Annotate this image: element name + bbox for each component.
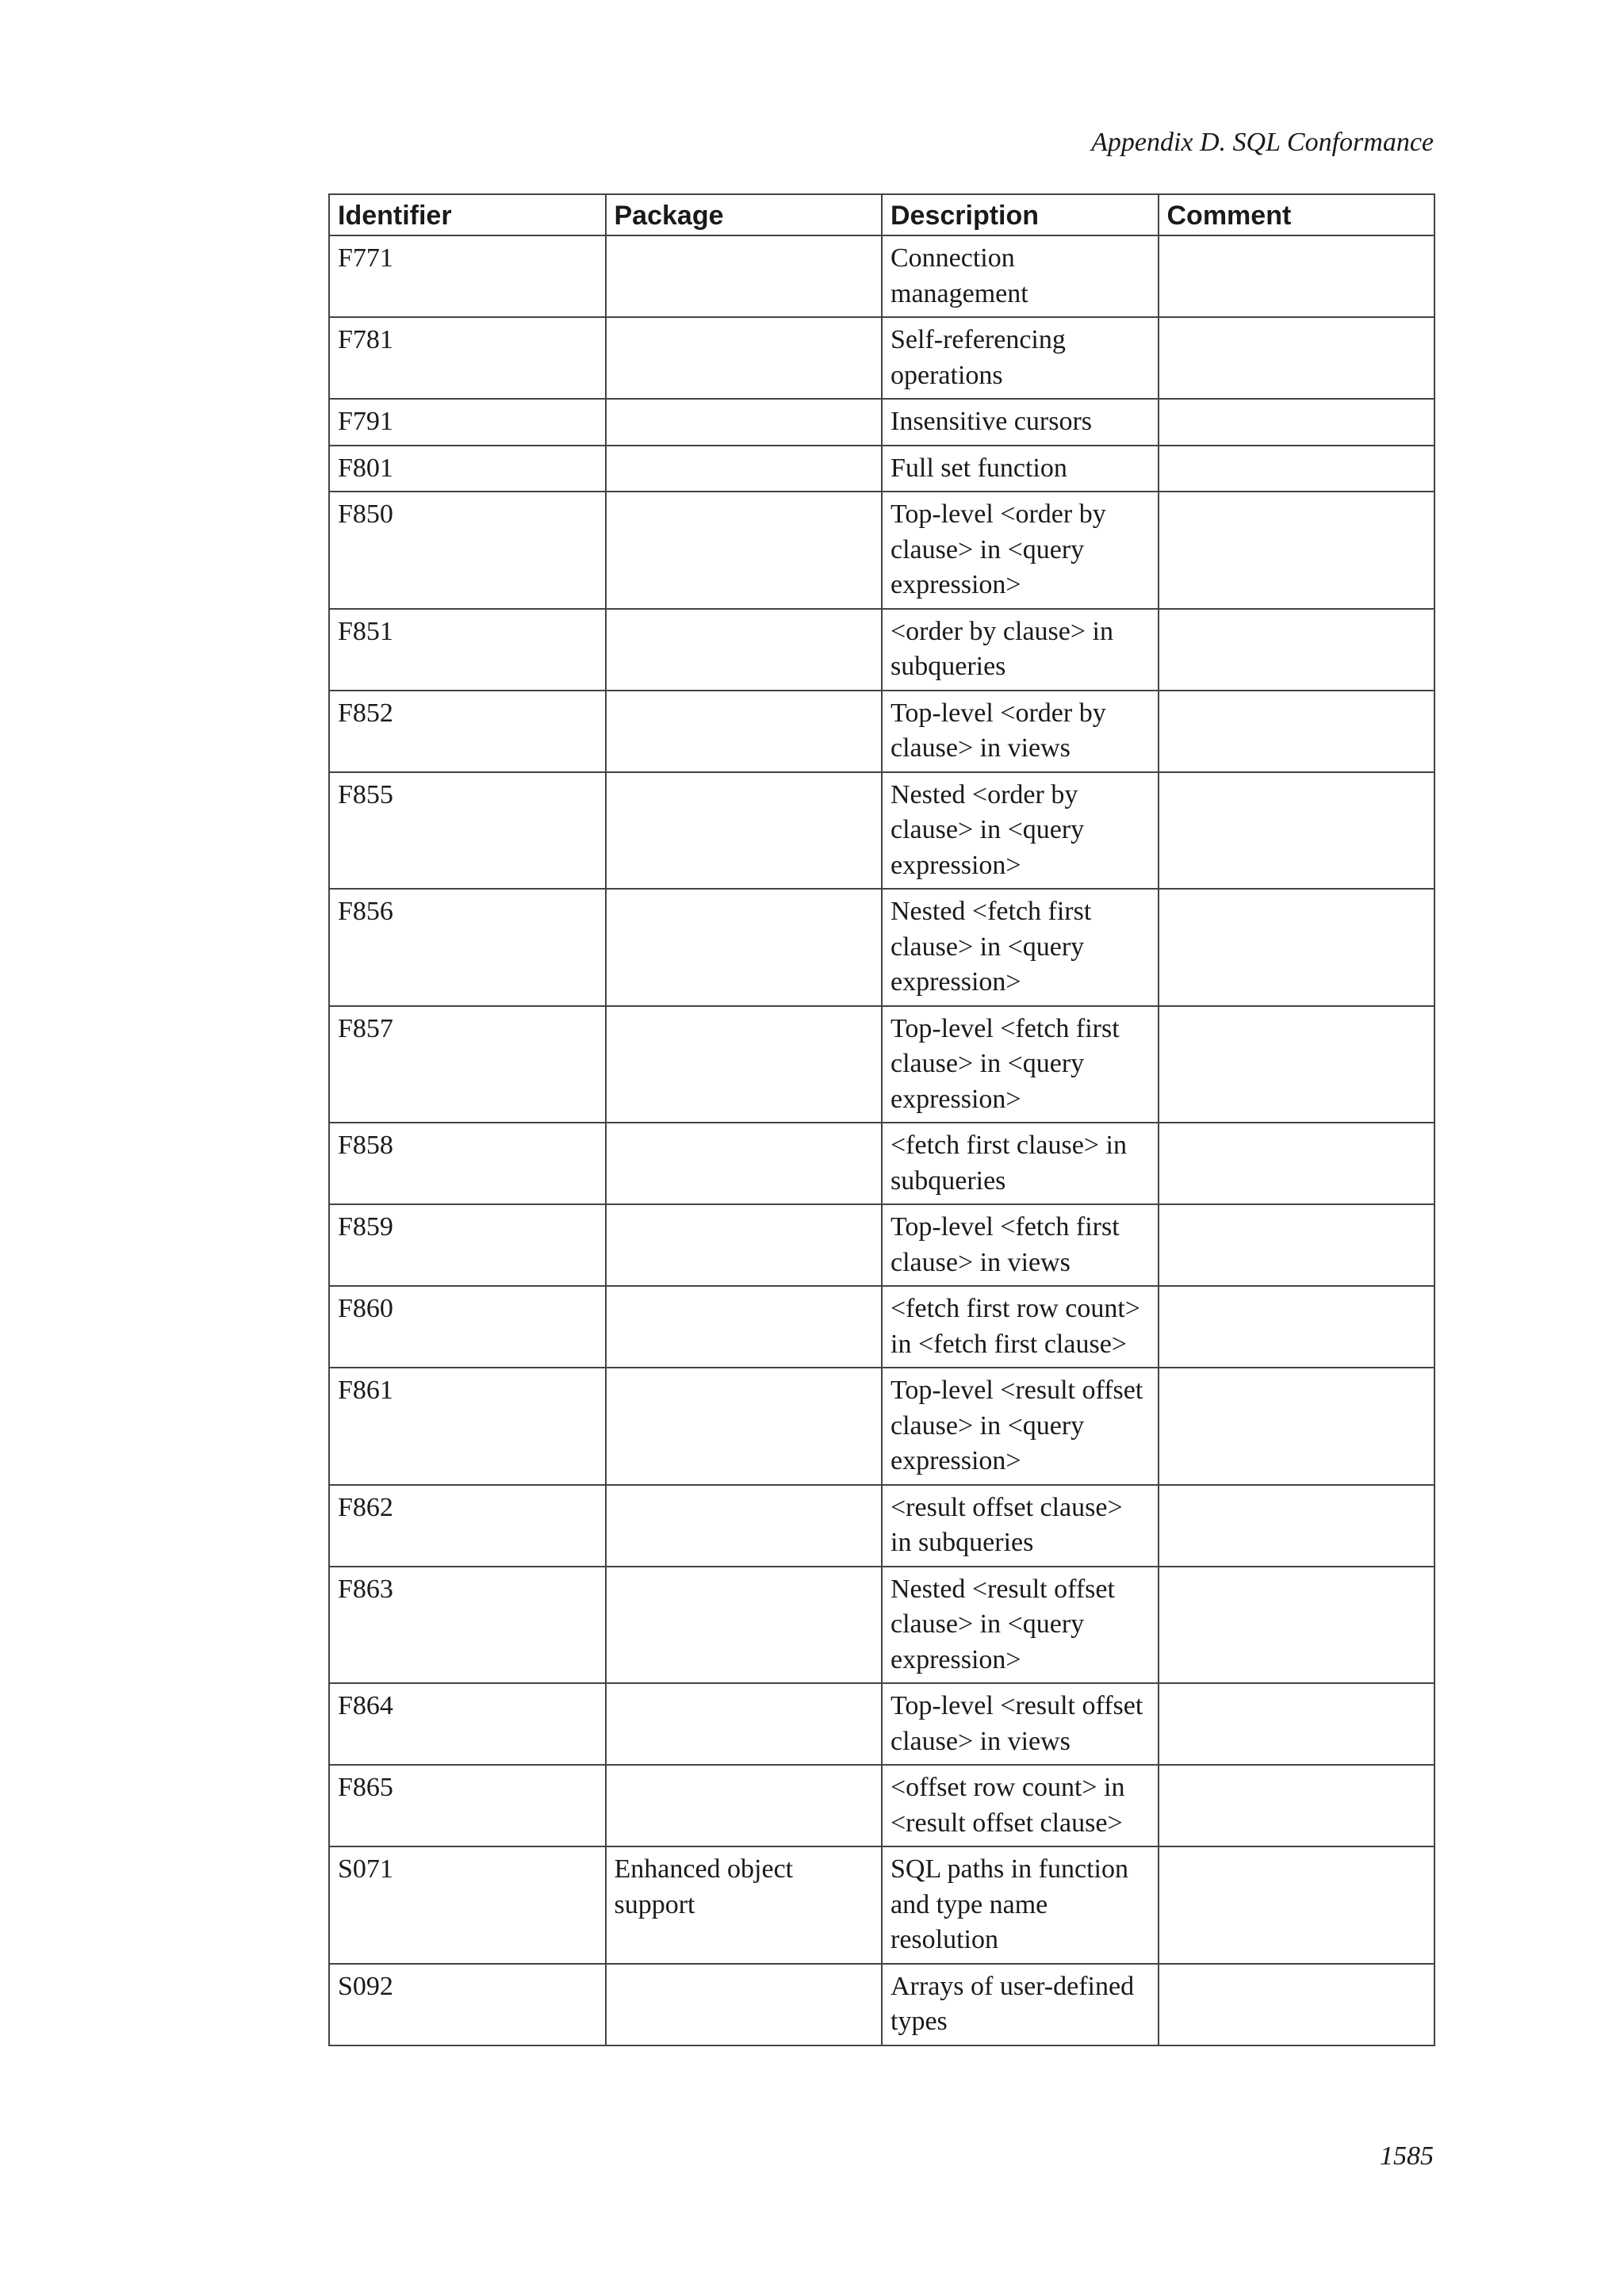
cell-identifier: F860 — [329, 1286, 606, 1368]
cell-identifier: S071 — [329, 1846, 606, 1964]
cell-identifier: F857 — [329, 1006, 606, 1123]
cell-identifier: F851 — [329, 609, 606, 691]
cell-identifier: F791 — [329, 399, 606, 446]
table-header-row — [329, 194, 1434, 235]
running-header: Appendix D. SQL Conformance — [1091, 128, 1434, 157]
cell-comment — [1159, 492, 1435, 609]
cell-comment — [1159, 399, 1435, 446]
cell-package: Enhanced object support — [606, 1846, 883, 1964]
cell-description: Self-referencing operations — [882, 317, 1159, 399]
table-row — [329, 772, 1434, 890]
cell-description: SQL paths in function and type name resolution — [882, 1846, 1159, 1964]
cell-package — [606, 235, 883, 317]
cell-comment — [1159, 1368, 1435, 1485]
table-row — [329, 889, 1434, 1006]
column-header-description: Description — [882, 194, 1159, 235]
cell-package — [606, 1368, 883, 1485]
table-row — [329, 1846, 1434, 1964]
cell-description: Nested <fetch first clause> in <query expression> — [882, 889, 1159, 1006]
cell-package — [606, 317, 883, 399]
cell-package — [606, 446, 883, 492]
cell-comment — [1159, 1286, 1435, 1368]
cell-comment — [1159, 609, 1435, 691]
cell-identifier: F855 — [329, 772, 606, 890]
cell-comment — [1159, 1204, 1435, 1286]
cell-description: Top-level <fetch first clause> in views — [882, 1204, 1159, 1286]
cell-package — [606, 1683, 883, 1765]
table-row — [329, 691, 1434, 772]
cell-package — [606, 609, 883, 691]
cell-identifier: S092 — [329, 1964, 606, 2045]
cell-comment — [1159, 1485, 1435, 1567]
cell-description: Top-level <order by clause> in views — [882, 691, 1159, 772]
cell-comment — [1159, 1006, 1435, 1123]
cell-package — [606, 1286, 883, 1368]
table-row — [329, 492, 1434, 609]
table-row — [329, 1683, 1434, 1765]
page-number: 1585 — [1380, 2141, 1434, 2171]
column-header-package: Package — [606, 194, 883, 235]
cell-description: <order by clause> in subqueries — [882, 609, 1159, 691]
cell-description: Nested <order by clause> in <query expression> — [882, 772, 1159, 890]
cell-description: Top-level <result offset clause> in views — [882, 1683, 1159, 1765]
cell-description: Arrays of user-defined types — [882, 1964, 1159, 2045]
cell-identifier: F862 — [329, 1485, 606, 1567]
table-row — [329, 317, 1434, 399]
cell-comment — [1159, 317, 1435, 399]
cell-package — [606, 1123, 883, 1204]
table-row — [329, 1485, 1434, 1567]
cell-package — [606, 691, 883, 772]
cell-identifier: F861 — [329, 1368, 606, 1485]
cell-package — [606, 1567, 883, 1684]
cell-comment — [1159, 235, 1435, 317]
table-row — [329, 399, 1434, 446]
cell-comment — [1159, 1683, 1435, 1765]
cell-description: Connection management — [882, 235, 1159, 317]
cell-description: Nested <result offset clause> in <query expression> — [882, 1567, 1159, 1684]
conformance-table-container — [328, 193, 1435, 2046]
cell-comment — [1159, 889, 1435, 1006]
table-row — [329, 1204, 1434, 1286]
cell-package — [606, 772, 883, 890]
table-row — [329, 1964, 1434, 2045]
table-row — [329, 446, 1434, 492]
cell-package — [606, 1964, 883, 2045]
cell-identifier: F852 — [329, 691, 606, 772]
cell-description: Full set function — [882, 446, 1159, 492]
cell-comment — [1159, 1765, 1435, 1846]
cell-comment — [1159, 772, 1435, 890]
table-row — [329, 235, 1434, 317]
table-row — [329, 1567, 1434, 1684]
cell-identifier: F771 — [329, 235, 606, 317]
table-row — [329, 1006, 1434, 1123]
cell-identifier: F801 — [329, 446, 606, 492]
cell-description: Top-level <result offset clause> in <query expression> — [882, 1368, 1159, 1485]
table-row — [329, 1765, 1434, 1846]
cell-identifier: F864 — [329, 1683, 606, 1765]
cell-comment — [1159, 691, 1435, 772]
cell-identifier: F865 — [329, 1765, 606, 1846]
cell-description: <offset row count> in <result offset clause> — [882, 1765, 1159, 1846]
cell-comment — [1159, 1846, 1435, 1964]
table-row — [329, 1123, 1434, 1204]
cell-package — [606, 1485, 883, 1567]
cell-description: <fetch first clause> in subqueries — [882, 1123, 1159, 1204]
table-row — [329, 609, 1434, 691]
cell-description: Insensitive cursors — [882, 399, 1159, 446]
cell-identifier: F781 — [329, 317, 606, 399]
cell-description: <result offset clause> in subqueries — [882, 1485, 1159, 1567]
cell-package — [606, 889, 883, 1006]
cell-description: <fetch first row count> in <fetch first clause> — [882, 1286, 1159, 1368]
cell-package — [606, 492, 883, 609]
sql-conformance-table — [328, 193, 1435, 2046]
cell-identifier: F858 — [329, 1123, 606, 1204]
cell-comment — [1159, 1123, 1435, 1204]
cell-package — [606, 1006, 883, 1123]
cell-identifier: F856 — [329, 889, 606, 1006]
table-row — [329, 1368, 1434, 1485]
cell-comment — [1159, 446, 1435, 492]
cell-package — [606, 1204, 883, 1286]
cell-package — [606, 1765, 883, 1846]
cell-description: Top-level <fetch first clause> in <query expression> — [882, 1006, 1159, 1123]
table-row — [329, 1286, 1434, 1368]
table-body — [329, 235, 1434, 2045]
column-header-comment: Comment — [1159, 194, 1435, 235]
column-header-identifier: Identifier — [329, 194, 606, 235]
cell-identifier: F863 — [329, 1567, 606, 1684]
cell-comment — [1159, 1964, 1435, 2045]
cell-identifier: F859 — [329, 1204, 606, 1286]
cell-package — [606, 399, 883, 446]
cell-description: Top-level <order by clause> in <query expression> — [882, 492, 1159, 609]
cell-comment — [1159, 1567, 1435, 1684]
cell-identifier: F850 — [329, 492, 606, 609]
